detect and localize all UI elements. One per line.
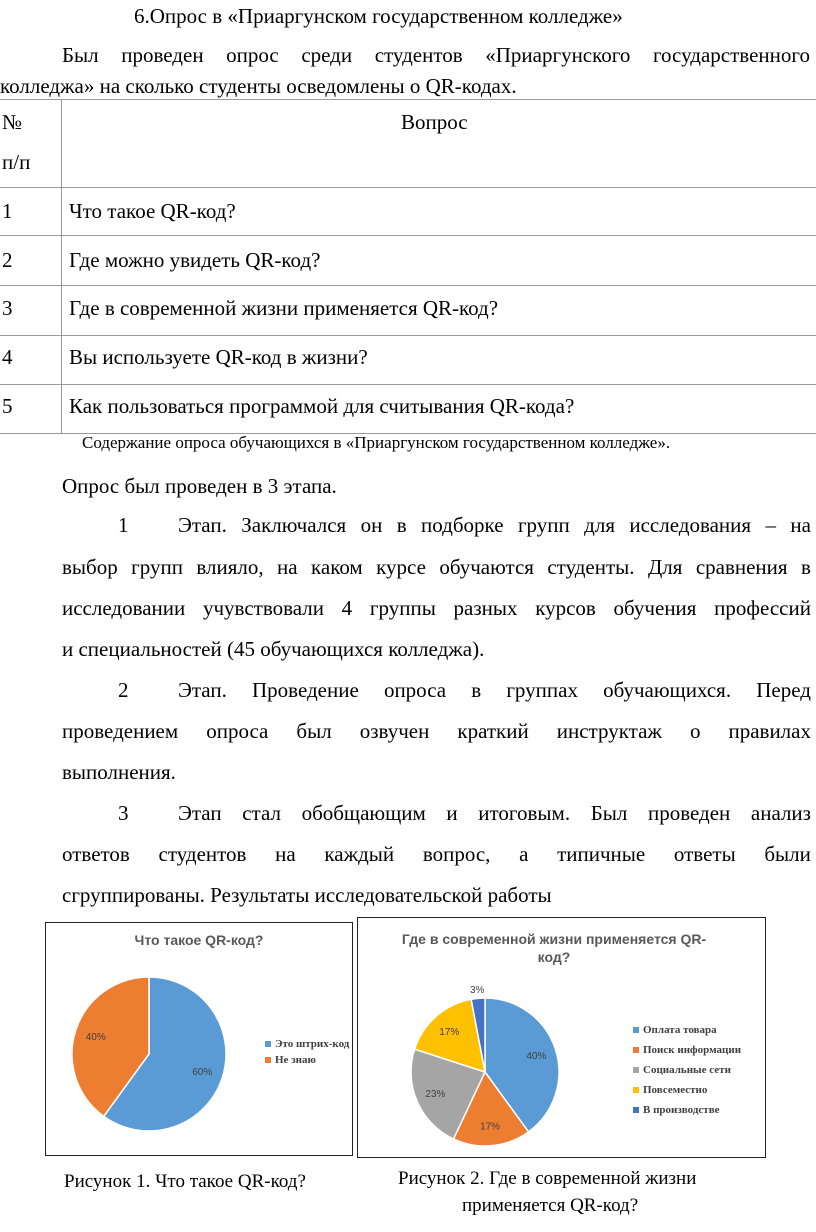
pie-data-label: 23%: [425, 1088, 446, 1100]
word: на: [790, 513, 811, 537]
legend-swatch: [633, 1047, 639, 1053]
word: были: [764, 842, 811, 866]
stage-2-line-3: выполнения.: [62, 760, 176, 784]
stage-3-line-2: [62, 844, 811, 865]
word: Этап.: [178, 678, 227, 702]
table-row-question: Где можно увидеть QR-код?: [69, 248, 321, 272]
table-row-divider: [0, 285, 816, 286]
table-row-number: 3: [2, 296, 13, 320]
word: группах: [506, 678, 578, 702]
figure-2-caption-line-2: применяется QR-код?: [462, 1195, 639, 1216]
legend-label: Социальные сети: [643, 1064, 731, 1076]
word: а: [519, 842, 529, 866]
word: вопрос,: [422, 842, 491, 866]
stage-1-line-3: [62, 598, 811, 619]
word: итоговым.: [478, 801, 571, 825]
table-header-number: №: [2, 110, 23, 134]
stage-1-line-1: [178, 515, 811, 536]
legend-label: Повсеместно: [643, 1084, 708, 1096]
chart-2: [358, 918, 765, 1157]
pie-data-label: 17%: [439, 1026, 460, 1038]
word: правилах: [728, 719, 811, 743]
table-caption: Содержание опроса обучающихся в «Приаргунском государственном колледже».: [82, 433, 671, 452]
pie-data-label: 40%: [85, 1032, 106, 1044]
word: исследовании: [62, 596, 186, 620]
stage-2-line-2: [62, 721, 811, 742]
word: выбор: [62, 555, 118, 579]
word: студенты.: [547, 555, 635, 579]
word: каком: [310, 555, 363, 579]
word: ответы: [673, 842, 736, 866]
legend-label: Оплата товара: [643, 1024, 717, 1036]
table-row-question: Вы используете QR-код в жизни?: [69, 345, 368, 369]
legend-swatch: [633, 1107, 639, 1113]
word: студентов: [158, 842, 247, 866]
table-row-number: 2: [2, 248, 13, 272]
questions-table: [0, 99, 816, 434]
table-row-divider: [0, 384, 816, 385]
stage-1-number: 1: [118, 513, 129, 537]
word: проведением: [62, 719, 179, 743]
chart-1-frame: [45, 922, 353, 1156]
word: государственного: [652, 43, 810, 67]
word: на: [277, 555, 298, 579]
word: типичные: [557, 842, 646, 866]
intro-line-2: колледжа» на сколько студенты осведомлены о QR-кодах.: [0, 74, 517, 98]
word: исследования: [629, 513, 752, 537]
chart-1: [46, 923, 352, 1155]
stage-3-line-1: [178, 803, 811, 824]
word: ответов: [62, 842, 130, 866]
legend-label: Поиск информации: [643, 1044, 742, 1056]
word: для: [584, 513, 615, 537]
word: обучающихся.: [603, 678, 732, 702]
word: Проведение: [251, 678, 359, 702]
word: влияло,: [196, 555, 264, 579]
figure-2-caption-line-1: Рисунок 2. Где в современной жизни: [398, 1168, 697, 1189]
word: Был: [62, 43, 99, 67]
stage-2-line-1: [178, 680, 811, 701]
stage-2-number: 2: [118, 678, 129, 702]
word: стал: [242, 801, 281, 825]
word: профессий: [714, 596, 811, 620]
word: в: [396, 513, 407, 537]
legend-label: В производстве: [643, 1104, 720, 1116]
chart-2-title-line-1: Где в современной жизни применяется QR-: [401, 931, 707, 947]
word: Для: [647, 555, 683, 579]
chart-2-title-line-2: код?: [537, 949, 571, 965]
table-row-number: 5: [2, 394, 13, 418]
table-row-divider: [0, 235, 816, 236]
word: инструктаж: [556, 719, 662, 743]
word: проведен: [647, 801, 731, 825]
table-header-question: Вопрос: [401, 110, 468, 134]
word: Этап.: [178, 513, 227, 537]
table-row-number: 1: [2, 199, 13, 223]
legend-swatch: [265, 1057, 271, 1063]
word: обобщающим: [301, 801, 426, 825]
word: Заключался: [241, 513, 347, 537]
legend-swatch: [265, 1041, 271, 1047]
figure-1-caption: Рисунок 1. Что такое QR-код?: [64, 1171, 306, 1192]
word: учувствовали: [202, 596, 324, 620]
word: студентов: [374, 43, 463, 67]
word: курсе: [376, 555, 426, 579]
word: краткий: [457, 719, 529, 743]
word: опрос: [226, 43, 279, 67]
legend-label: Это штрих-код: [275, 1038, 350, 1050]
word: в: [471, 678, 482, 702]
word: в: [800, 555, 811, 579]
word: озвучен: [359, 719, 430, 743]
section-heading: 6.Опрос в «Приаргунском государственном колледже»: [134, 4, 623, 28]
word: был: [296, 719, 332, 743]
word: курсов: [535, 596, 596, 620]
stage-3-line-3: сгруппированы. Результаты исследовательской работы: [62, 883, 552, 907]
table-row-question: Что такое QR-код?: [69, 199, 236, 223]
word: разных: [453, 596, 518, 620]
word: он: [360, 513, 383, 537]
word: и: [446, 801, 458, 825]
table-row-divider: [0, 335, 816, 336]
legend-swatch: [633, 1087, 639, 1093]
table-row-question: Где в современной жизни применяется QR-код?: [69, 296, 499, 320]
stage-3-number: 3: [118, 801, 129, 825]
word: каждый: [324, 842, 395, 866]
word: Перед: [756, 678, 811, 702]
legend-swatch: [633, 1027, 639, 1033]
word: обучения: [613, 596, 697, 620]
word: опроса: [206, 719, 269, 743]
word: 4: [341, 596, 353, 620]
word: подборке: [421, 513, 504, 537]
word: Этап: [178, 801, 222, 825]
word: среди: [301, 43, 353, 67]
word: группы: [369, 596, 436, 620]
intro-line-1: [62, 45, 810, 66]
word: проведен: [121, 43, 204, 67]
legend-label: Не знаю: [275, 1054, 316, 1066]
word: «Приаргунского: [485, 43, 631, 67]
word: о: [689, 719, 701, 743]
word: опроса: [383, 678, 447, 702]
pie-data-label: 17%: [480, 1121, 501, 1133]
word: –: [765, 513, 776, 537]
word: групп: [131, 555, 183, 579]
table-row-question: Как пользоваться программой для считывания QR-кода?: [69, 394, 575, 418]
stage-1-line-4: и специальностей (45 обучающихся колледжа).: [62, 637, 485, 661]
word: сравнения: [695, 555, 788, 579]
chart-2-frame: [357, 917, 766, 1158]
word: на: [275, 842, 296, 866]
pie-data-label: 3%: [469, 984, 485, 996]
word: групп: [517, 513, 570, 537]
table-row-number: 4: [2, 345, 13, 369]
pie-data-label: 60%: [192, 1066, 213, 1078]
pie-data-label: 40%: [526, 1050, 547, 1062]
chart-1-title: Что такое QR-код?: [134, 932, 264, 948]
stages-intro: Опрос был проведен в 3 этапа.: [62, 474, 337, 498]
word: Был: [590, 801, 628, 825]
stage-1-line-2: [62, 557, 811, 578]
table-row-divider: [0, 187, 816, 188]
table-header-number-sub: п/п: [2, 150, 31, 174]
word: анализ: [750, 801, 811, 825]
legend-swatch: [633, 1067, 639, 1073]
word: обучаются: [439, 555, 534, 579]
